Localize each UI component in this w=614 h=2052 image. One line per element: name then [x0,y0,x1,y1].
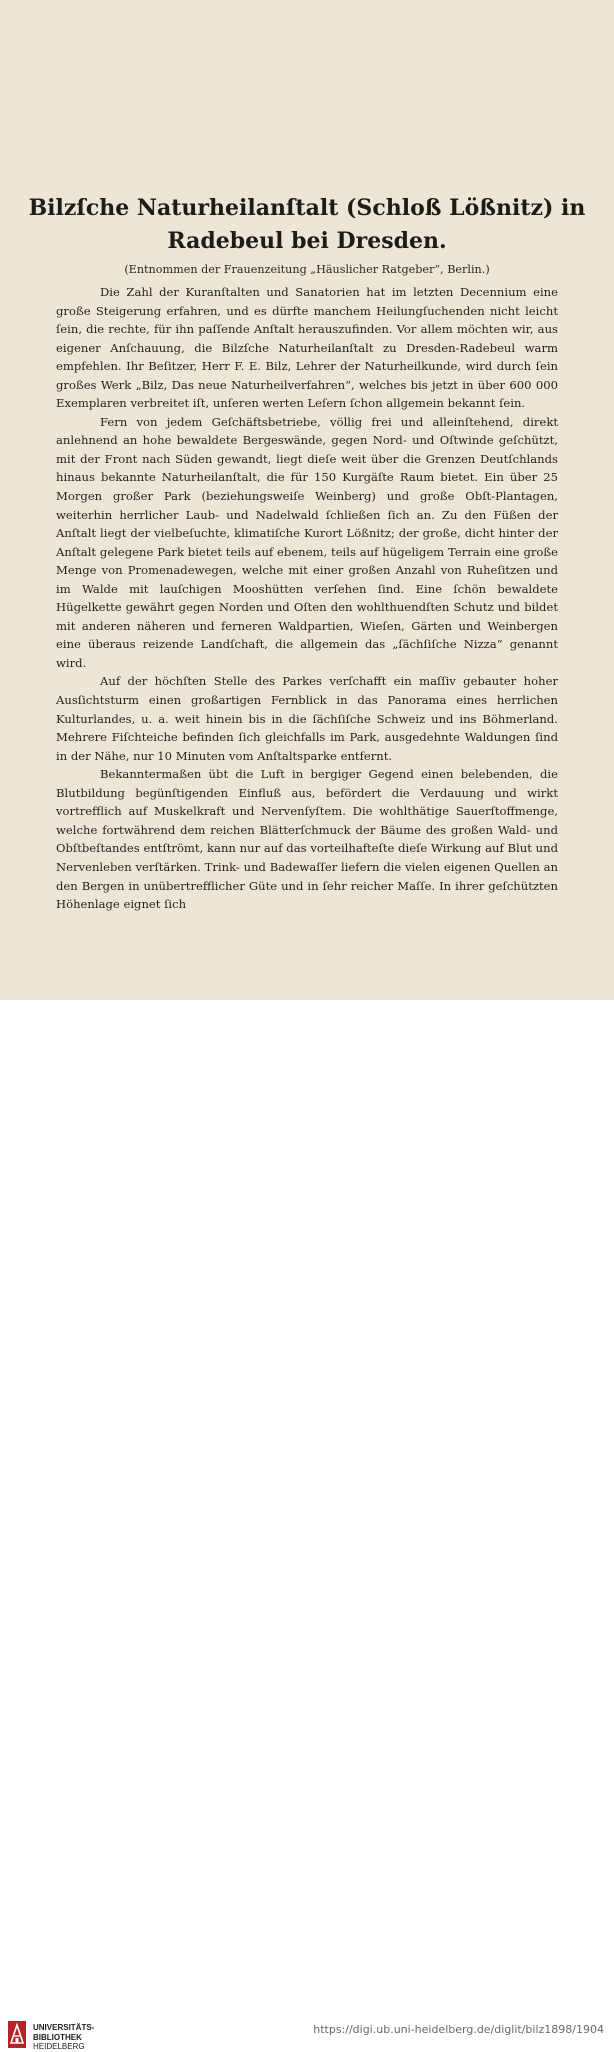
article-title-line-2: Radebeul bei Dresden. [167,228,447,254]
library-name [33,2023,94,2052]
library-name-line-3: HEIDELBERG [33,2042,85,2051]
paragraph: Fern von jedem Geſchäftsbetriebe, völlig frei und alleinſtehend, direkt anlehnend an hohe bewaldete Bergeswände, gegen Nord- und Oſtwinde geſchützt, mit der Front nach Süden gewandt, liegt dieſe weit über die Grenzen Deutſchlands hinaus bekannte Naturheilanſtalt, die für 150 Kurgäſte Raum bietet. Ein über 25 Morgen großer Park (beziehungsweiſe Weinberg) und große Obſt-Plantagen, weiterhin herrlicher Laub- und Nadelwald ſchließen ſich an. Zu den Füßen der Anſtalt liegt der vielbeſuchte, klimatiſche Kurort Lößnitz; der große, dicht hinter der Anſtalt gelegene Park bietet teils auf ebenem, teils auf hügeligem Terrain eine große Menge von Promenadewegen, welche mit einer großen Anzahl von Ruheſitzen und im Walde mit lauſchigen Mooshütten verſehen ſind. Eine ſchön bewaldete Hügelkette gewährt gegen Norden und Oſten den wohlthuendſten Schutz und bildet mit anderen näheren und ferneren Waldpartien, Wieſen, Gärten und Weinbergen eine überaus reizende Landſchaft, die allgemein das „ſächſiſche Nizza“ genannt wird. [56,414,558,670]
paragraph: Auf der höchſten Stelle des Parkes verſchafft ein maſſiv gebauter hoher Ausſichtsturm einen großartigen Fernblick in das Panorama eines herrlichen Kulturlandes, u. a. weit hinein bis in die ſächſiſche Schweiz und ins Böhmerland. Mehrere Fiſchteiche befinden ſich gleichfalls im Park, ausgedehnte Waldungen ſind in der Nähe, nur 10 Minuten vom Anſtaltsparke entfernt. [56,674,558,763]
library-name-line-1: UNIVERSITÄTS- [33,2023,95,2032]
article-body [56,283,558,914]
paragraph: Bekanntermaßen übt die Luft in bergiger Gegend einen belebenden, die Blutbildung begünſtigenden Einfluß aus, befördert die Verdauung und wirkt vortrefflich auf Muskelkraft und Nervenſyſtem. Die wohlthätige Sauerſtoffmenge, welche fortwährend dem reichen Blätterſchmuck der Bäume des großen Wald- und Obſtbeſtandes entſtrömt, kann nur auf das vorteilhafteſte dieſe Wirkung auf Blut und Nervenleben verſtärken. Trink- und Badewaſſer liefern die vielen eigenen Quellen an den Bergen in unübertrefflicher Güte und in ſehr reicher Maſſe. In ihrer geſchützten Höhenlage eignet ſich [56,767,558,912]
article-title [20,192,594,258]
university-library-logo-icon [8,2021,26,2048]
document-url-link[interactable]: https://digi.ub.uni-heidelberg.de/diglit/bilz1898/1904 [313,2023,604,2036]
viewer-footer [0,1000,614,2051]
article-title-line-1: Bilzſche Naturheilanſtalt (Schloß Lößnitz) in [28,195,586,221]
scanned-page [0,0,614,1000]
library-name-line-2: BIBLIOTHEK [33,2032,82,2042]
paragraph: Die Zahl der Kuranſtalten und Sanatorien hat im letzten Decennium eine große Steigerung erfahren, und es dürfte manchem Heilungſuchenden nicht leicht ſein, die rechte, für ihn paſſende Anſtalt herauszufinden. Vor allem möchten wir, aus eigener Anſchauung, die Bilzſche Naturheilanſtalt zu Dresden-Radebeul warm empfehlen. Ihr Beſitzer, Herr F. E. Bilz, Lehrer der Naturheilkunde, wird durch ſein großes Werk „Bilz, Das neue Naturheilverfahren“, welches bis jetzt in über 600 000 Exemplaren verbreitet iſt, unſeren werten Leſern ſchon allgemein bekannt ſein. [56,285,558,411]
source-note: (Entnommen der Frauenzeitung „Häuslicher Ratgeber“, Berlin.) [124,263,490,276]
